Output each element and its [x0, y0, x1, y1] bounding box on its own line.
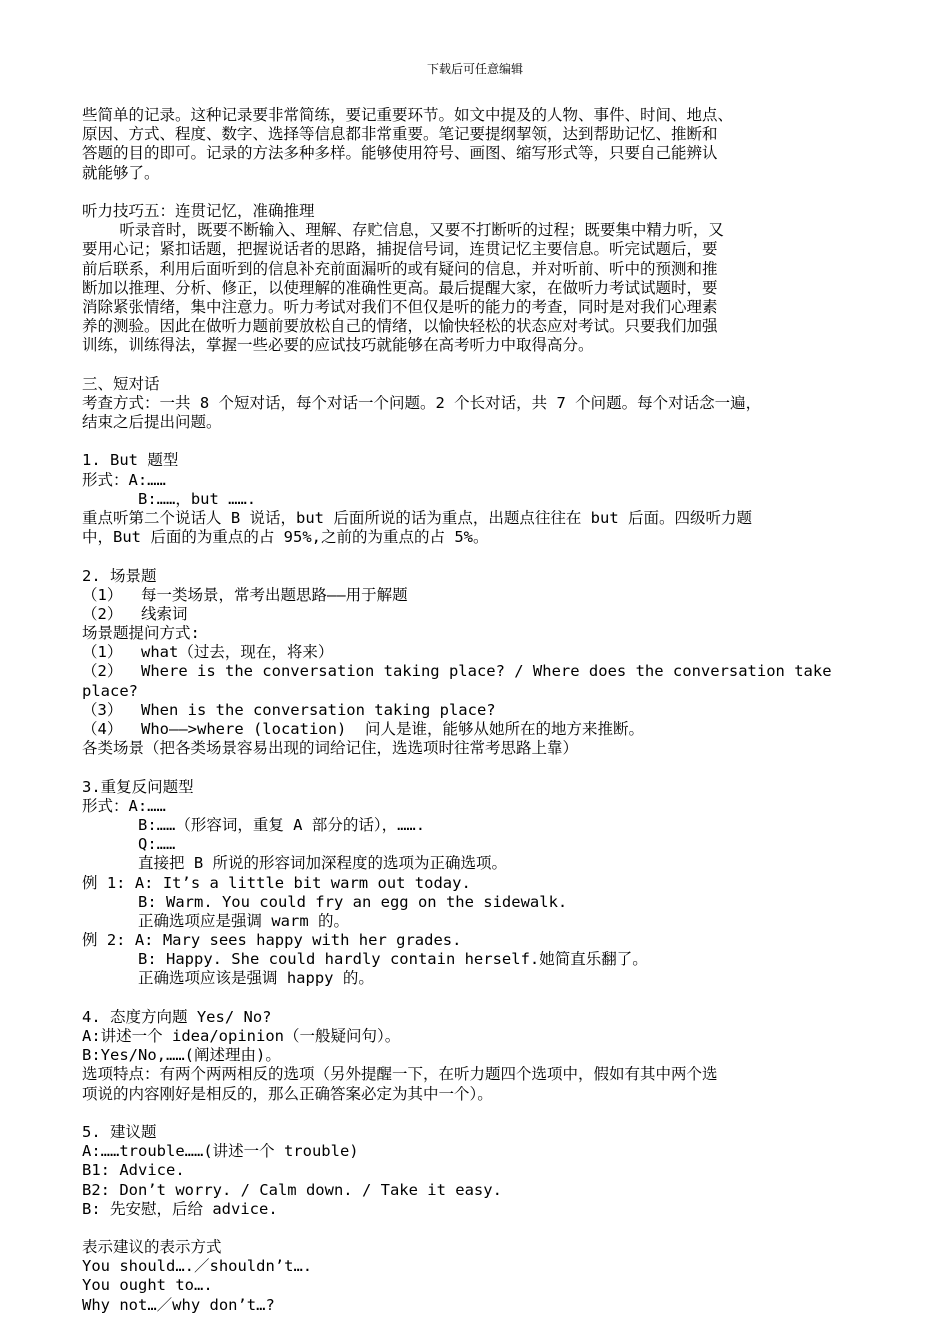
text-line: 考查方式：一共 8 个短对话，每个对话一个问题。2 个长对话，共 7 个问题。每个对话念一遍，: [82, 393, 762, 412]
text-line: 听录音时，既要不断输入、理解、存贮信息，又要不打断听的过程；既要集中精力听，又: [82, 221, 724, 240]
text-line: You should….／shouldn’t….: [82, 1257, 313, 1276]
text-line: A:讲述一个 idea/opinion（一般疑问句）。: [82, 1027, 401, 1045]
blank-line: [82, 989, 872, 1008]
text-line: （3） When is the conversation taking place?: [82, 700, 496, 719]
text-line: 中，But 后面的为重点的占 95%,之前的为重点的占 5%。: [82, 528, 489, 547]
blank-line: [82, 758, 872, 777]
text-line: Q:……: [82, 835, 176, 854]
text-line: 前后联系，利用后面听到的信息补充前面漏听的或有疑问的信息，并对听前、听中的预测和推: [82, 259, 718, 278]
text-line: 断加以推理、分析、修正，以使理解的准确性更高。最后提醒大家，在做听力考试试题时，要: [82, 278, 718, 297]
text-line: 选项特点：有两个两两相反的选项（另外提醒一下，在听力题四个选项中，假如有其中两个选: [82, 1065, 718, 1084]
text-line: 项说的内容刚好是相反的，那么正确答案必定为其中一个）。: [82, 1084, 493, 1103]
text-line: Why not…／why don’t…?: [82, 1295, 275, 1314]
page-header: 下载后可任意编辑: [426, 62, 523, 76]
text-line: You ought to….: [82, 1276, 213, 1295]
text-line: 正确选项应该是强调 happy 的。: [82, 969, 374, 988]
text-line: 答题的目的即可。记录的方法多种多样。能够使用符号、画图、缩写形式等，只要自己能辨认: [82, 144, 718, 163]
text-line: 结束之后提出问题。: [82, 413, 222, 431]
text-line: 3.重复反问题型: [82, 777, 194, 796]
text-line: 训练，训练得法，掌握一些必要的应试技巧就能够在高考听力中取得高分。: [82, 336, 594, 355]
text-line: 场景题提问方式:: [82, 624, 200, 643]
text-line: （2） Where is the conversation taking place? / Where does the conversation take: [82, 662, 832, 681]
text-line: B: Warm. You could fry an egg on the sidewalk.: [82, 892, 568, 911]
text-line: B:……，but …….: [82, 489, 257, 508]
text-line: 形式：A:……: [82, 796, 166, 815]
blank-line: [82, 183, 872, 202]
text-line: （1） 每一类场景，常考出题思路——用于解题: [82, 585, 408, 604]
text-line: B: 先安慰，后给 advice.: [82, 1199, 278, 1218]
text-line: 各类场景（把各类场景容易出现的词给记住，选选项时往常考思路上靠）: [82, 739, 579, 758]
text-line: 消除紧张情绪，集中注意力。听力考试对我们不但仅是听的能力的考查，同时是对我们心理素: [82, 297, 718, 316]
text-line: 重点听第二个说话人 B 说话，but 后面所说的话为重点，出题点往往在 but 后面。四级听力题: [82, 508, 752, 527]
blank-line: [82, 1104, 872, 1123]
text-line: 原因、方式、程度、数字、选择等信息都非常重要。笔记要提纲挈领，达到帮助记忆、推断和: [82, 125, 718, 144]
text-line: （2） 线索词: [82, 604, 188, 623]
text-line: （1） what（过去，现在，将来）: [82, 643, 334, 662]
text-line: 正确选项应是强调 warm 的。: [82, 911, 349, 930]
text-line: B:……（形容词，重复 A 部分的话），…….: [82, 815, 426, 834]
text-line: place?: [82, 681, 138, 700]
text-line: 2. 场景题: [82, 566, 157, 585]
text-line: 直接把 B 所说的形容词加深程度的选项为正确选项。: [82, 854, 507, 873]
text-line: 三、短对话: [82, 374, 160, 393]
text-line: 听力技巧五：连贯记忆，准确推理: [82, 201, 315, 220]
blank-line: [82, 547, 872, 566]
text-line: B1: Advice.: [82, 1161, 185, 1180]
text-line: 养的测验。因此在做听力题前要放松自己的情绪，以愉快轻松的状态应对考试。只要我们加强: [82, 317, 718, 336]
text-line: 表示建议的表示方式: [82, 1238, 222, 1257]
text-line: 5. 建议题: [82, 1122, 157, 1141]
blank-line: [82, 432, 872, 451]
blank-line: [82, 355, 872, 374]
text-line: 4. 态度方向题 Yes/ No?: [82, 1007, 272, 1026]
text-line: 例 2: A: Mary sees happy with her grades.: [82, 931, 462, 950]
text-line: A:……trouble……(讲述一个 trouble): [82, 1142, 359, 1161]
text-line: 就能够了。: [82, 163, 160, 182]
text-line: B:Yes/No,……(阐述理由)。: [82, 1046, 281, 1065]
text-line: 例 1: A: It’s a little bit warm out today.: [82, 873, 471, 892]
text-line: B: Happy. She could hardly contain herself.她简直乐翻了。: [82, 950, 648, 969]
document-body: [82, 106, 872, 1315]
text-line: 些简单的记录。这种记录要非常简练，要记重要环节。如文中提及的人物、事件、时间、地点、: [82, 106, 734, 124]
blank-line: [82, 1219, 872, 1238]
text-line: 形式：A:……: [82, 470, 166, 489]
text-line: 1. But 题型: [82, 451, 179, 470]
text-line: 要用心记；紧扣话题，把握说话者的思路，捕捉信号词，连贯记忆主要信息。听完试题后，要: [82, 240, 718, 259]
text-line: B2: Don’t worry. / Calm down. / Take it easy.: [82, 1180, 502, 1199]
text-line: （4） Who——>where (location) 问人是谁，能够从她所在的地方来推断。: [82, 720, 644, 738]
